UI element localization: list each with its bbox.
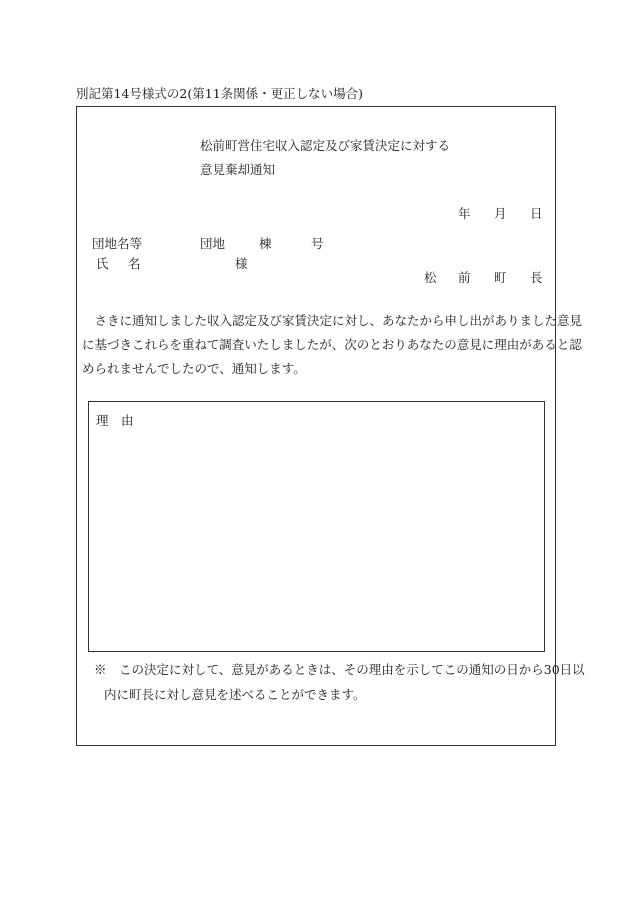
note-line2: 内に町長に対し意見を述べることができます。 [104, 687, 366, 702]
date-year: 年 [458, 206, 471, 221]
sender-char-3: 町 [494, 270, 507, 285]
date-month: 月 [494, 206, 507, 221]
estate-name-label: 団地名等 [92, 236, 143, 251]
estate-building-label: 棟 [259, 236, 272, 251]
notice-title-line2: 意見棄却通知 [200, 162, 276, 177]
body-text-line3: められませんでしたので、通知します。 [82, 361, 306, 376]
body-text-line2: に基づきこれらを重ねて調査いたしましたが、次のとおりあなたの意見に理由があると認 [82, 337, 582, 352]
name-label-1: 氏 [96, 256, 109, 271]
note-line1: ※ この決定に対して、意見があるときは、その理由を示してこの通知の日から30日以 [94, 662, 585, 677]
reason-box [88, 401, 545, 652]
form-label: 別記第14号様式の2(第11条関係・更正しない場合) [76, 86, 364, 101]
sender-char-2: 前 [458, 270, 471, 285]
estate-danchi-label: 団地 [200, 236, 226, 251]
estate-unit-label: 号 [311, 236, 324, 251]
name-label-2: 名 [128, 256, 141, 271]
date-day: 日 [530, 206, 543, 221]
notice-title-line1: 松前町営住宅収入認定及び家賃決定に対する [200, 138, 451, 153]
sender-char-1: 松 [424, 270, 437, 285]
sender-char-4: 長 [530, 270, 543, 285]
body-text-line1: さきに通知しました収入認定及び家賃決定に対し、あなたから申し出がありました意見 [82, 313, 583, 328]
name-honorific: 様 [235, 256, 248, 271]
reason-label: 理 由 [96, 413, 134, 428]
